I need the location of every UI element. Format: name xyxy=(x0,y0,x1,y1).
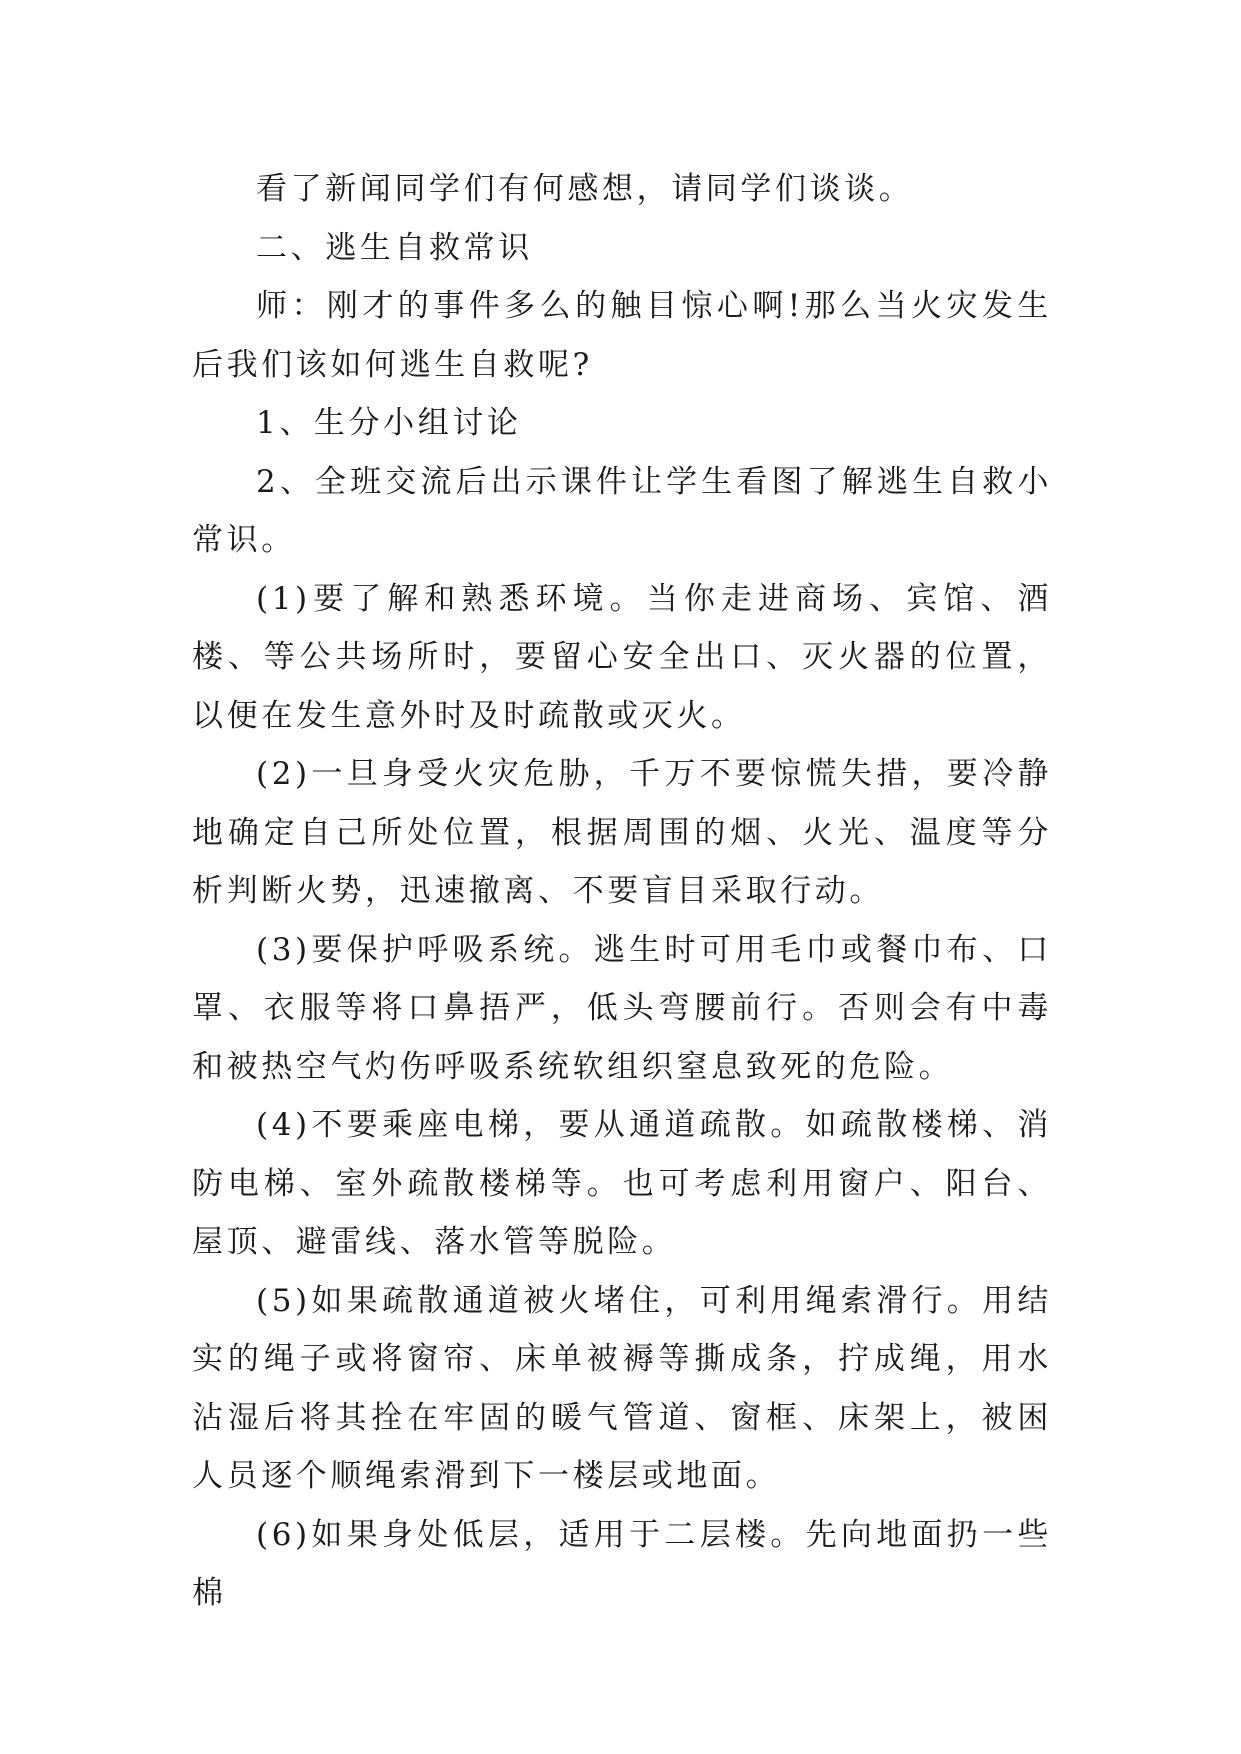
paragraph-discussion-prompt: 看了新闻同学们有何感想，请同学们谈谈。 xyxy=(256,171,914,207)
tip-no-elevator: (4)不要乘座电梯，要从通道疏散。如疏散楼梯、消防电梯、室外疏散楼梯等。也可考虑利用窗户、阳台、屋顶、避雷线、落水管等脱险。 xyxy=(192,1107,1052,1260)
list-item-class-exchange: 2、全班交流后出示课件让学生看图了解逃生自救小常识。 xyxy=(192,463,1052,558)
document-body xyxy=(192,160,1052,1623)
section-heading-escape-knowledge: 二、逃生自救常识 xyxy=(256,229,533,266)
tip-stay-calm: (2)一旦身受火灾危胁，千万不要惊慌失措，要冷静地确定自己所处位置，根据周围的烟、火光、温度等分析判断火势，迅速撤离、不要盲目采取行动。 xyxy=(192,756,1052,909)
tip-know-environment: (1)要了解和熟悉环境。当你走进商场、宾馆、酒楼、等公共场所时，要留心安全出口、灭火器的位置，以便在发生意外时及时疏散或灭火。 xyxy=(192,580,1052,734)
paragraph-teacher-question: 师：刚才的事件多么的触目惊心啊!那么当火灾发生后我们该如何逃生自救呢? xyxy=(192,288,1052,383)
list-item-group-discussion: 1、生分小组讨论 xyxy=(256,405,522,441)
tip-low-floor: (6)如果身处低层，适用于二层楼。先向地面扔一些棉 xyxy=(192,1516,1052,1611)
tip-protect-breathing: (3)要保护呼吸系统。逃生时可用毛巾或餐巾布、口罩、衣服等将口鼻捂严，低头弯腰前行。否则会有中毒和被热空气灼伤呼吸系统软组织窒息致死的危险。 xyxy=(192,931,1052,1085)
tip-rope-descent: (5)如果疏散通道被火堵住，可利用绳索滑行。用结实的绳子或将窗帘、床单被褥等撕成条，拧成绳，用水沾湿后将其拴在牢固的暖气管道、窗框、床架上，被困人员逐个顺绳索滑到下一楼层或地面。 xyxy=(192,1282,1052,1494)
